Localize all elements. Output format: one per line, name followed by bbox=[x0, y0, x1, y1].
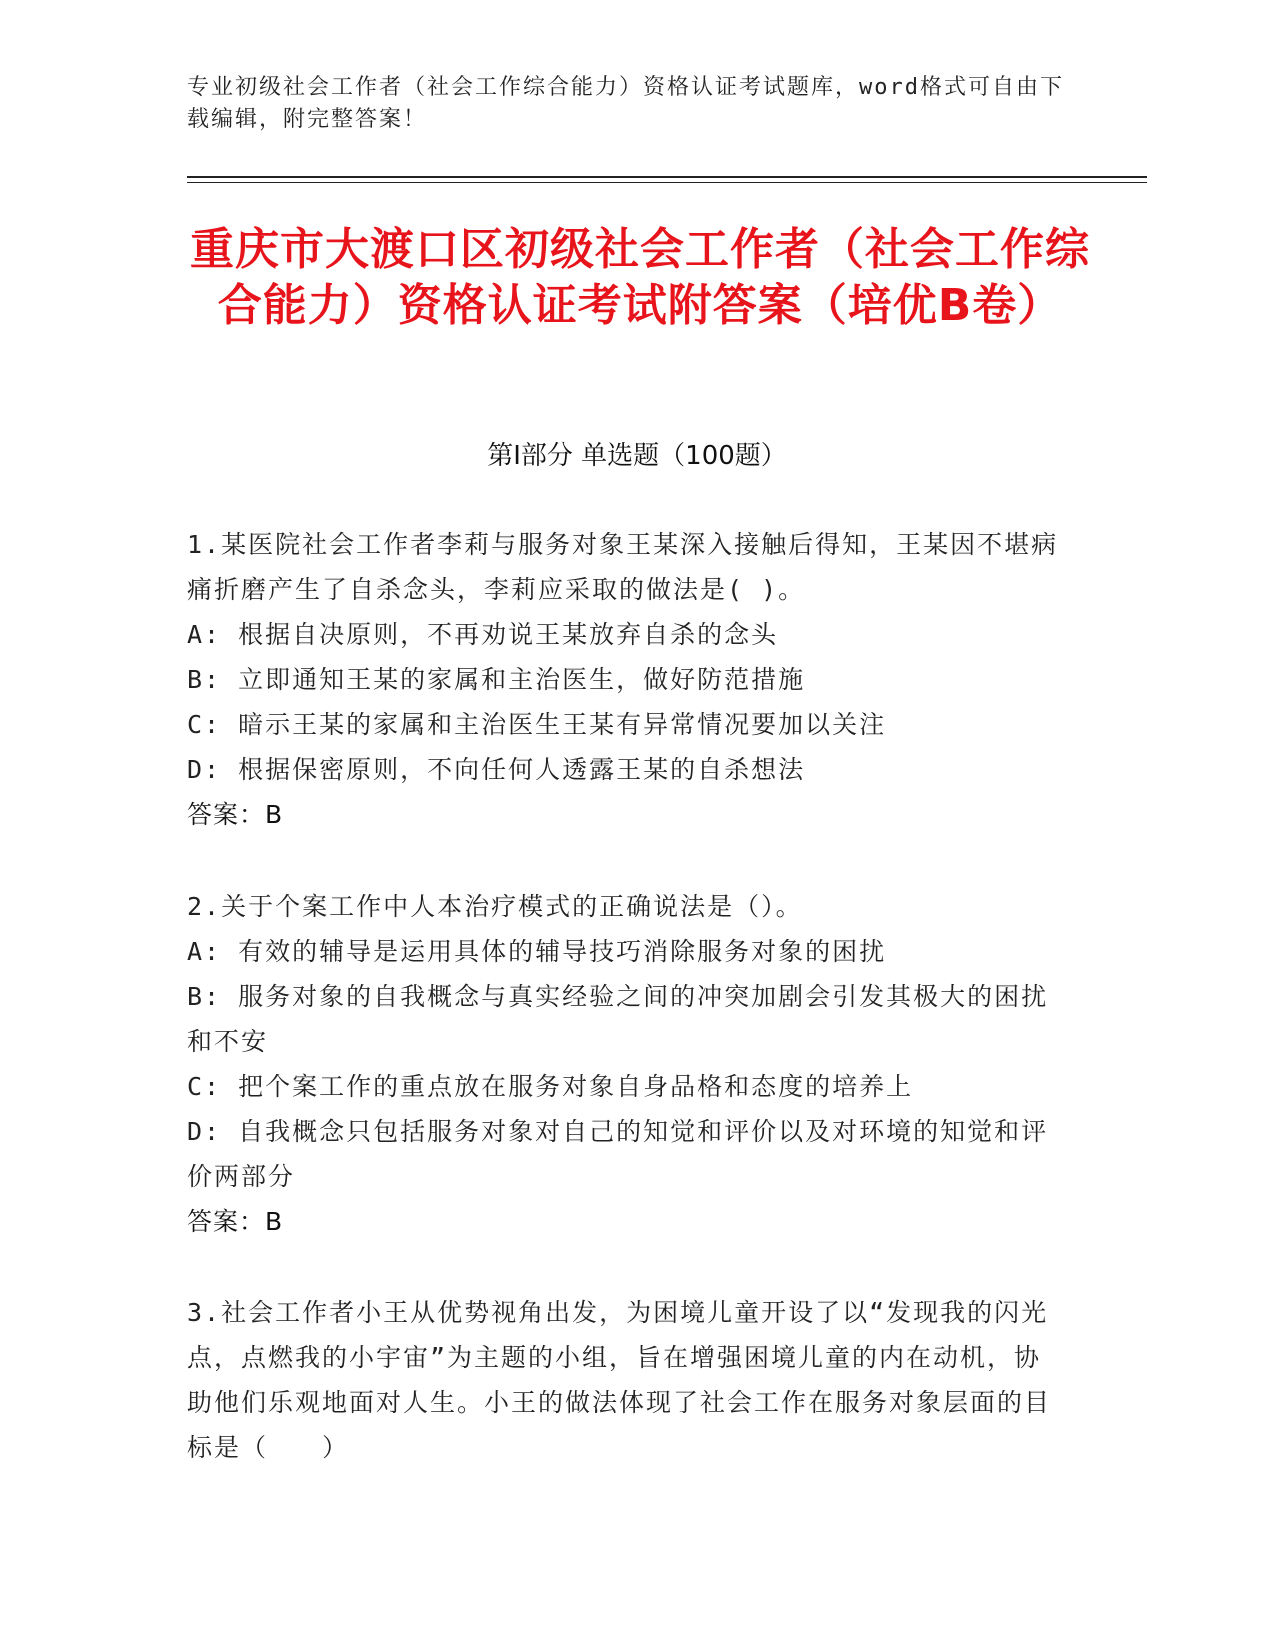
option-b: B: 立即通知王某的家属和主治医生，做好防范措施 bbox=[187, 665, 806, 694]
header-divider-thin bbox=[187, 182, 1147, 183]
question-stem: 1.某医院社会工作者李莉与服务对象王某深入接触后得知，王某因不堪病痛折磨产生了自杀念头，李莉应采取的做法是( )。 bbox=[187, 530, 1059, 604]
option-c: C: 把个案工作的重点放在服务对象自身品格和态度的培养上 bbox=[187, 1072, 914, 1101]
question-2 bbox=[187, 884, 1067, 1244]
option-d: D: 自我概念只包括服务对象对自己的知觉和评价以及对环境的知觉和评价两部分 bbox=[187, 1117, 1049, 1191]
question-stem: 3.社会工作者小王从优势视角出发，为困境儿童开设了以“发现我的闪光点，点燃我的小宇宙”为主题的小组，旨在增强困境儿童的内在动机，协助他们乐观地面对人生。小王的做法体现了社会工作在服务对象层面的目标是（ ） bbox=[187, 1298, 1052, 1462]
document-title: 重庆市大渡口区初级社会工作者（社会工作综合能力）资格认证考试附答案（培优B卷） bbox=[190, 224, 1090, 331]
option-a: A: 有效的辅导是运用具体的辅导技巧消除服务对象的困扰 bbox=[187, 937, 887, 966]
section-title: 第I部分 单选题（100题） bbox=[487, 441, 787, 471]
answer: 答案：B bbox=[187, 1207, 284, 1236]
header-note: 专业初级社会工作者（社会工作综合能力）资格认证考试题库，word格式可自由下载编辑，附完整答案！ bbox=[187, 75, 1064, 132]
option-d: D: 根据保密原则，不向任何人透露王某的自杀想法 bbox=[187, 755, 806, 784]
question-stem: 2.关于个案工作中人本治疗模式的正确说法是（）。 bbox=[187, 892, 803, 921]
option-b: B: 服务对象的自我概念与真实经验之间的冲突加剧会引发其极大的困扰和不安 bbox=[187, 982, 1049, 1056]
question-1 bbox=[187, 522, 1067, 837]
option-a: A: 根据自决原则，不再劝说王某放弃自杀的念头 bbox=[187, 620, 779, 649]
question-3 bbox=[187, 1290, 1067, 1470]
answer: 答案：B bbox=[187, 800, 284, 829]
option-c: C: 暗示王某的家属和主治医生王某有异常情况要加以关注 bbox=[187, 710, 887, 739]
header-divider-thick bbox=[187, 176, 1147, 178]
